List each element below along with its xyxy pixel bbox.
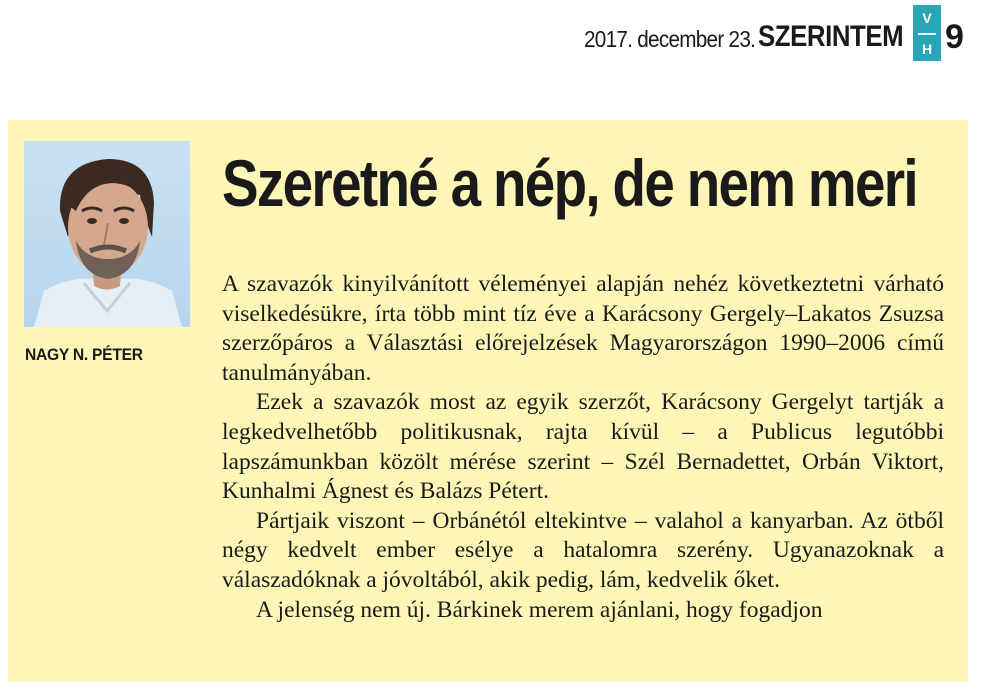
logo-letter-v: V [922, 10, 932, 26]
logo-letter-h: H [921, 41, 933, 57]
vh-logo [913, 5, 941, 61]
author-photo [24, 141, 190, 327]
article-body [222, 270, 944, 625]
article-headline: Szeretné a nép, de nem meri [222, 146, 917, 220]
article-paragraph: A jelenség nem új. Bárkinek merem ajánlani, hogy fogadjon [256, 596, 823, 623]
article-paragraph: Pártjaik viszont – Orbánétól eltekintve – valahol a kanyarban. Az ötből négy kedvelt ember esélye a hatalomra szerény. Ugyanazoknak a válaszadóknak a jóvoltából, akik pedig, lám, kedvelik őket. [222, 507, 944, 593]
page-number: 9 [945, 18, 964, 56]
issue-date: 2017. december 23. [584, 26, 756, 52]
logo-divider [918, 33, 936, 35]
article-paragraph: A szavazók kinyilvánított véleményei alapján nehéz következtetni várható viselkedésükre, írta több mint tíz éve a Karácsony Gergely–Lakatos Zsuzsa szerzőpáros a Választási előrejelzések Magyarországon 1990–2006 című tanulmányában. [222, 271, 944, 386]
author-portrait-image [24, 141, 190, 327]
author-byline: NAGY N. PÉTER [25, 345, 143, 364]
section-title: SZERINTEM [758, 20, 904, 53]
page-header [0, 0, 1000, 120]
article-paragraph: Ezek a szavazók most az egyik szerzőt, Karácsony Gergelyt tartják a legkedvelhetőbb politikusnak, rajta kívül – a Publicus legutóbbi lapszámunkban közölt mérése szerint – Szél Bernadettet, Orbán Viktort, Kunhalmi Ágnest és Balázs Pétert. [222, 389, 944, 505]
